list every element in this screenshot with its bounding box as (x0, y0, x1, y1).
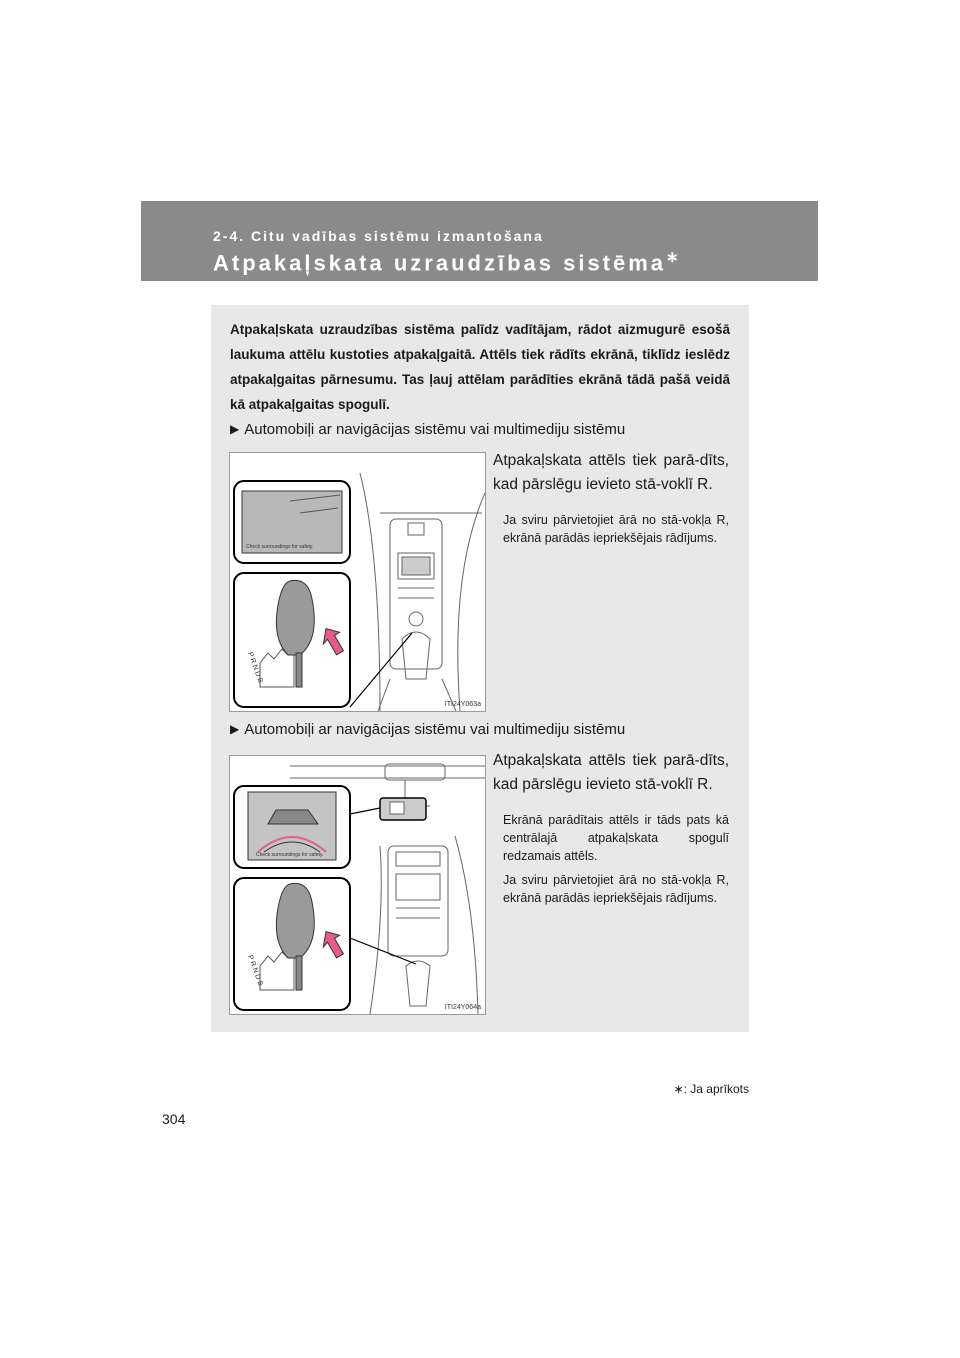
section-1-lead: Atpakaļskata attēls tiek parā-dīts, kad pārslēgu ievieto stā-voklī R. (493, 452, 729, 493)
gear-letters-2: P R N D B (246, 954, 264, 987)
gear-letters-1: P R N D B (246, 651, 264, 684)
title-asterisk-icon: ∗ (666, 249, 679, 266)
illustration-1-drawing (230, 453, 485, 711)
section-1-note: Ja sviru pārvietojiet ārā no stā-vokļa R, ekrānā parādās iepriekšējais rādījums. (503, 513, 729, 545)
section-2-heading (230, 721, 625, 738)
footnote: ∗: Ja aprīkots (673, 1082, 749, 1096)
page-title (213, 248, 679, 276)
chapter-header (141, 201, 818, 281)
section-2-lead: Atpakaļskata attēls tiek parā-dīts, kad pārslēgu ievieto stā-voklī R. (493, 752, 729, 793)
section-1-heading (230, 421, 625, 438)
illustration-2 (229, 755, 486, 1015)
page-number: 304 (162, 1111, 186, 1127)
screen-caption-2: Check surroundings for safety. (256, 852, 324, 858)
section-2-note-1: Ekrānā parādītais attēls ir tāds pats kā centrālajā atpakaļskata spogulī redzamais attēls. (503, 813, 729, 863)
section-1-heading-text: Automobiļi ar navigācijas sistēmu vai multimediju sistēmu (244, 421, 626, 438)
content-panel (211, 305, 749, 1032)
section-2-description (493, 749, 729, 907)
screen-caption-1: Check surroundings for safety. (246, 544, 314, 550)
illustration-code-2: ITI24Y064a (444, 1004, 481, 1011)
triangle-right-icon: ▶ (230, 722, 240, 736)
section-2-note-2: Ja sviru pārvietojiet ārā no stā-vokļa R, ekrānā parādās iepriekšējais rādījums. (503, 873, 729, 905)
illustration-1 (229, 452, 486, 712)
section-2-heading-text: Automobiļi ar navigācijas sistēmu vai multimediju sistēmu (244, 721, 626, 738)
section-1-description (493, 449, 729, 547)
page-title-text: Atpakaļskata uzraudzības sistēma (213, 250, 667, 276)
illustration-code-1: ITI24Y063a (444, 701, 481, 708)
triangle-right-icon: ▶ (230, 422, 240, 436)
intro-paragraph: Atpakaļskata uzraudzības sistēma palīdz vadītājam, rādot aizmugurē esošā laukuma attēlu kustoties atpakaļgaitā. Attēls tiek rādīts ekrānā, tiklīdz ieslēdz atpakaļgaitas pārnesumu. Tas ļauj attēlam parādīties ekrānā tādā pašā veidā kā atpakaļgaitas spogulī. (230, 322, 730, 412)
section-label: 2-4. Citu vadības sistēmu izmantošana (213, 228, 544, 244)
illustration-2-drawing (230, 756, 485, 1014)
